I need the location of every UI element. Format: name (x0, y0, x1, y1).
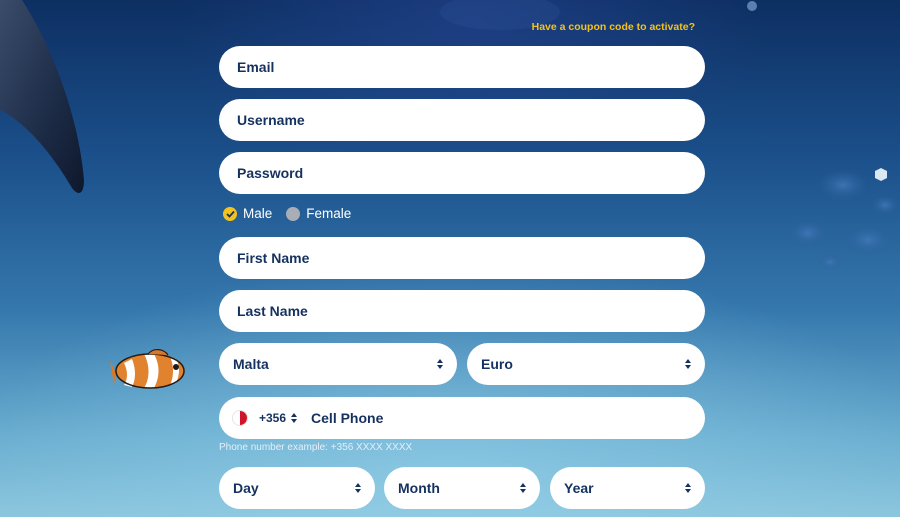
coupon-link[interactable]: Have a coupon code to activate? (531, 21, 695, 33)
country-select[interactable] (219, 343, 457, 385)
password-placeholder: Password (237, 165, 304, 181)
birth-day-select[interactable] (219, 467, 375, 509)
password-field[interactable] (219, 152, 705, 194)
username-field[interactable] (219, 99, 705, 141)
gender-radio-group (223, 206, 365, 221)
female-label[interactable]: Female (306, 206, 352, 221)
first-name-placeholder: First Name (237, 250, 310, 266)
select-arrows-icon (685, 359, 691, 369)
country-code-select[interactable] (259, 411, 297, 425)
cell-phone-placeholder: Cell Phone (311, 410, 384, 426)
male-radio[interactable] (223, 207, 237, 221)
female-radio[interactable] (286, 207, 300, 221)
first-name-field[interactable] (219, 237, 705, 279)
month-value: Month (398, 480, 440, 496)
clownfish-decoration (110, 343, 192, 395)
country-code-value: +356 (259, 411, 287, 425)
select-arrows-icon (355, 483, 361, 493)
whale-fin-decoration (0, 0, 84, 193)
flag-malta-icon[interactable] (233, 411, 247, 425)
email-placeholder: Email (237, 59, 275, 75)
check-icon (226, 210, 235, 218)
day-value: Day (233, 480, 259, 496)
birth-month-select[interactable] (384, 467, 540, 509)
username-placeholder: Username (237, 112, 305, 128)
last-name-placeholder: Last Name (237, 303, 308, 319)
currency-select[interactable] (467, 343, 705, 385)
currency-value: Euro (481, 356, 513, 372)
select-arrows-icon (520, 483, 526, 493)
cell-phone-field[interactable] (219, 397, 705, 439)
birth-year-select[interactable] (550, 467, 705, 509)
select-arrows-icon (437, 359, 443, 369)
select-arrows-icon (685, 483, 691, 493)
phone-hint: Phone number example: +356 XXXX XXXX (219, 442, 413, 453)
year-value: Year (564, 480, 594, 496)
male-label[interactable]: Male (243, 206, 273, 221)
last-name-field[interactable] (219, 290, 705, 332)
select-arrows-icon (291, 413, 297, 423)
email-field[interactable] (219, 46, 705, 88)
country-value: Malta (233, 356, 269, 372)
